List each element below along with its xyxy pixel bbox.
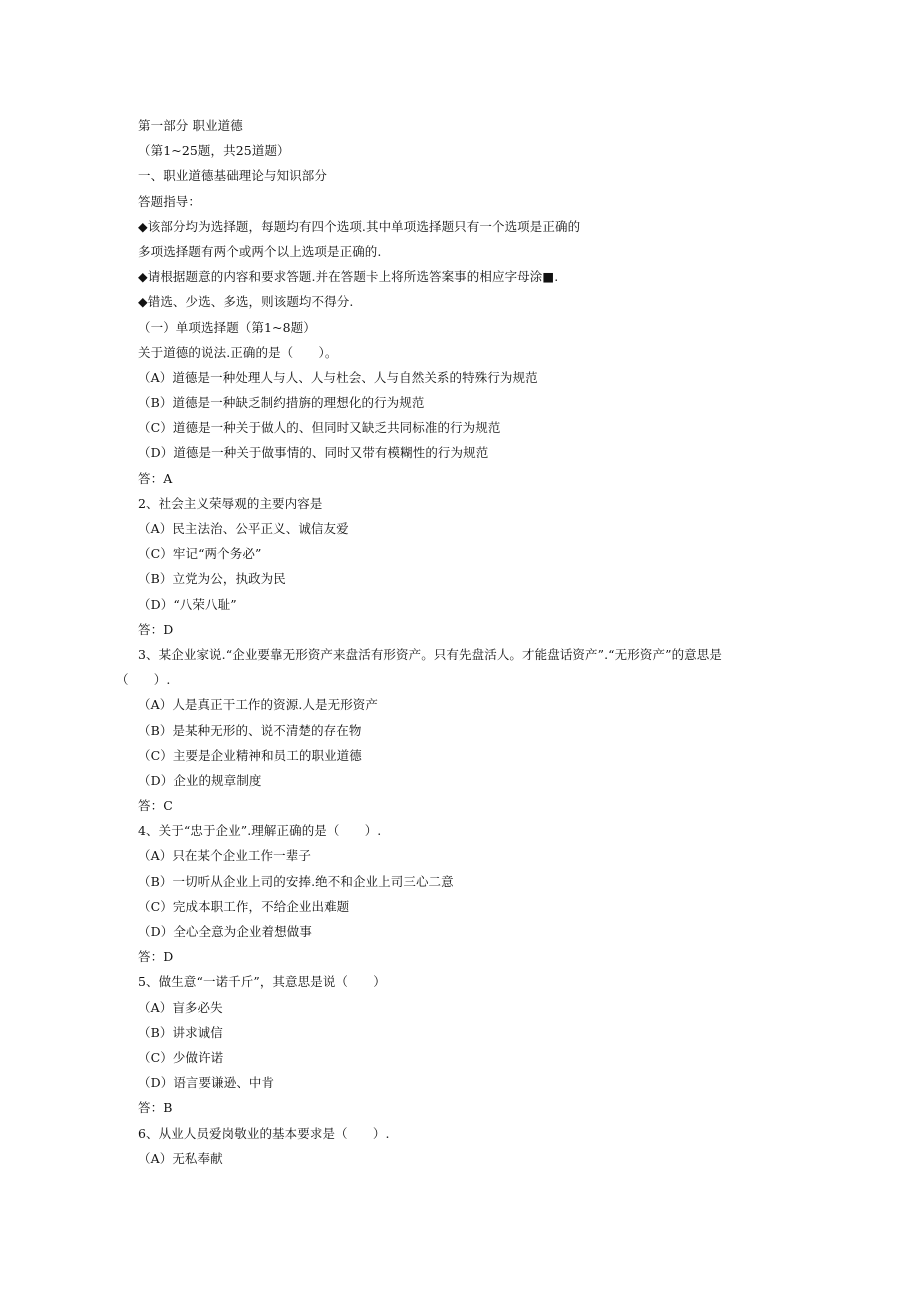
option-text: （A）只在某个企业工作一辈子 <box>138 848 311 864</box>
option-text: （D）企业的规章制度 <box>138 772 262 788</box>
document-body <box>116 113 818 1171</box>
instruction-item: ◆错选、少选、多选，则该题均不得分. <box>138 294 354 310</box>
option-text: （B）一切听从企业上司的安捧.绝不和企业上司三心二意 <box>138 873 454 889</box>
option-text: （C）完成本职工作，不给企业出难题 <box>138 898 350 914</box>
option-text: （C）道德是一种关于做人的、但同时又缺乏共同标准的行为规范 <box>138 420 501 436</box>
option-text: （B）道德是一种缺乏制约措旃的理想化的行为规范 <box>138 395 425 411</box>
answer-text: 答：A <box>138 470 173 486</box>
option-text: （A）无私奉献 <box>138 1150 223 1166</box>
option-text: （B）讲求诚信 <box>138 1024 223 1040</box>
subsection-heading: （一）单项选择题（第1~8题） <box>138 319 316 335</box>
section-heading: 一、职业道德基础理论与知识部分 <box>138 168 328 184</box>
option-text: （C）牢记“两个务必” <box>138 546 262 562</box>
answer-text: 答：C <box>138 798 173 814</box>
question-text-continuation: （ ）. <box>116 672 171 688</box>
answer-text: 答：D <box>138 621 174 637</box>
option-text: （B）立党为公，执政为民 <box>138 571 286 587</box>
instruction-continuation: 多项选择题有两个或两个以上选项是正确的. <box>138 243 382 259</box>
option-text: （A）人是真正干工作的资源.人是无形资产 <box>138 697 379 713</box>
question-text: 5、做生意“一诺千斤”，其意思是说（ ） <box>138 974 386 990</box>
instructions-heading: 答题指导： <box>138 193 202 209</box>
question-text: 4、关于“忠于企业”.理解正确的是（ ）. <box>138 823 382 839</box>
instruction-item: ◆请根据题意的内容和要求答题.并在答题卡上将所选答案事的相应字母涂■. <box>138 269 559 285</box>
question-text: 6、从业人员爱岗敬业的基本要求是（ ）. <box>138 1125 390 1141</box>
option-text: （D）语言要谦逊、中肯 <box>138 1075 275 1091</box>
question-text: 3、某企业家说.“企业要靠无形资产来盘活有形资产。只有先盘活人。才能盘话资产”.“无形资产”的意思是 <box>138 646 722 662</box>
answer-text: 答：B <box>138 1100 173 1116</box>
option-text: （D）“八荣八耻” <box>138 596 237 612</box>
instruction-item: ◆该部分均为选择题，每题均有四个选项.其中单项选择题只有一个选项是正确的 <box>138 218 581 234</box>
option-text: （D）道德是一种关于做事情的、同时又带有模糊性的行为规范 <box>138 445 489 461</box>
question-text: 关于道德的说法.正确的是（ ）。 <box>138 344 338 360</box>
option-text: （D）全心全意为企业着想做事 <box>138 924 312 939</box>
option-text: （A）盲多必失 <box>138 999 223 1015</box>
option-text: （C）少做许诺 <box>138 1049 224 1065</box>
option-text: （A）道德是一种处理人与人、人与杜会、人与自然关系的特殊行为规范 <box>138 369 538 385</box>
option-text: （A）民主法治、公平正义、诚信友爱 <box>138 521 349 536</box>
part-heading: 第一部分 职业道德 <box>138 118 243 133</box>
question-range: （第1~25题，共25道题） <box>138 143 290 159</box>
option-text: （B）是某种无形的、说不清楚的存在物 <box>138 722 362 738</box>
option-text: （C）主要是企业精神和员工的职业道德 <box>138 747 362 763</box>
question-text: 2、社会主义荣辱观的主要内容是 <box>138 495 323 511</box>
answer-text: 答：D <box>138 949 174 965</box>
